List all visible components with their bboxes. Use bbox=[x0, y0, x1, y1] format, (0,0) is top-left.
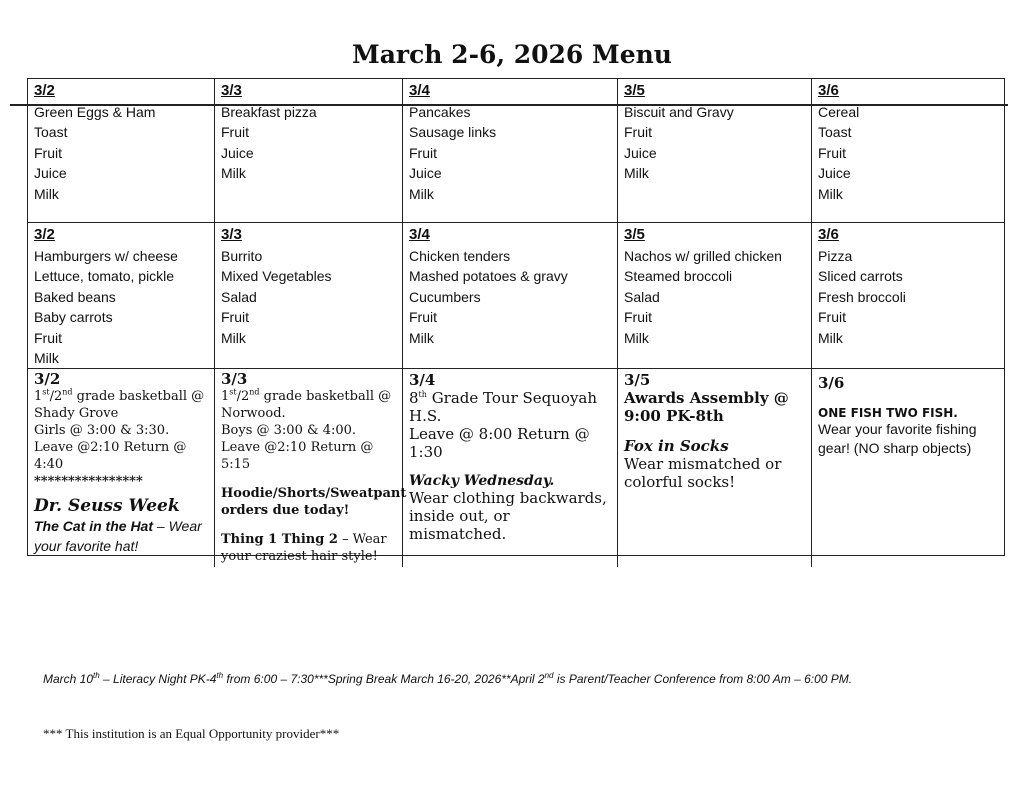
event-line: Boys @ 3:00 & 4:00. bbox=[221, 423, 357, 438]
menu-item: Juice bbox=[818, 165, 851, 181]
lunch-cell-3-4 bbox=[403, 223, 618, 369]
menu-date: 3/3 bbox=[221, 82, 242, 99]
menu-item: Cereal bbox=[818, 103, 860, 120]
menu-item: Fruit bbox=[221, 309, 249, 325]
theme-desc: Wear your favorite fishing gear! (NO sharp objects) bbox=[818, 421, 977, 456]
event-line: Leave @2:10 Return @ 5:15 bbox=[221, 440, 374, 472]
theme-title: Wacky Wednesday. bbox=[409, 473, 555, 489]
menu-date: 3/2 bbox=[34, 82, 55, 99]
menu-item: Fruit bbox=[624, 124, 652, 140]
event-date: 3/2 bbox=[34, 370, 61, 388]
theme-desc: – Wear your craziest hair style! bbox=[221, 532, 387, 564]
footer-announcements: March 10th – Literacy Night PK-4th from 6:00 – 7:30***Spring Break March 16-20, 2026**April 2nd is Parent/Teacher Conference from 8:00 Am – 6:00 PM. bbox=[43, 671, 853, 686]
event-cell-3-4 bbox=[403, 369, 618, 567]
menu-item: Fruit bbox=[34, 144, 62, 161]
menu-item: Milk bbox=[221, 329, 246, 346]
menu-item: Toast bbox=[818, 124, 852, 140]
menu-table bbox=[27, 78, 1005, 564]
menu-item: Baby carrots bbox=[34, 309, 113, 325]
event-line: Leave @2:10 Return @ 4:40 bbox=[34, 440, 187, 472]
menu-item: Mixed Vegetables bbox=[221, 268, 332, 284]
menu-date: 3/6 bbox=[818, 82, 839, 99]
event-line: 8th Grade Tour Sequoyah H.S. bbox=[409, 389, 598, 425]
menu-item: Salad bbox=[221, 288, 257, 305]
menu-item: Milk bbox=[409, 185, 434, 202]
event-date: 3/6 bbox=[818, 374, 845, 392]
menu-item: Nachos w/ grilled chicken bbox=[624, 247, 782, 264]
menu-date: 3/4 bbox=[409, 226, 430, 243]
menu-item: Milk bbox=[34, 185, 59, 202]
event-cell-3-2 bbox=[28, 369, 215, 567]
event-line: Girls @ 3:00 & 3:30. bbox=[34, 423, 170, 438]
breakfast-cell-3-3 bbox=[215, 79, 403, 223]
menu-item: Milk bbox=[221, 165, 246, 181]
menu-date: 3/6 bbox=[818, 226, 839, 243]
event-line: 1st/2nd grade basketball @ bbox=[221, 387, 392, 404]
menu-item: Milk bbox=[624, 165, 649, 181]
theme-desc: – Wear your favorite hat! bbox=[34, 518, 202, 554]
breakfast-cell-3-2 bbox=[28, 79, 215, 223]
menu-item: Milk bbox=[409, 329, 434, 346]
event-date: 3/4 bbox=[409, 371, 436, 389]
page-title: March 2-6, 2026 Menu bbox=[352, 40, 672, 69]
menu-item: Fruit bbox=[221, 124, 249, 140]
event-line: Norwood. bbox=[221, 406, 286, 421]
menu-item: Toast bbox=[34, 124, 68, 140]
theme-title: Fox in Socks bbox=[624, 437, 729, 455]
event-date: 3/5 bbox=[624, 371, 651, 389]
menu-date: 3/4 bbox=[409, 82, 430, 99]
theme-subtitle: The Cat in the Hat bbox=[34, 518, 154, 534]
menu-item: Chicken tenders bbox=[409, 247, 511, 264]
menu-item: Pizza bbox=[818, 247, 853, 264]
menu-item: Green Eggs & Ham bbox=[34, 103, 156, 120]
orders-notice: Hoodie/Shorts/Sweatpant orders due today! bbox=[221, 486, 407, 518]
menu-item: Hamburgers w/ cheese bbox=[34, 247, 178, 264]
menu-item: Lettuce, tomato, pickle bbox=[34, 268, 175, 284]
theme-title: Dr. Seuss Week bbox=[34, 496, 180, 516]
menu-item: Baked beans bbox=[34, 288, 116, 305]
menu-item: Fresh broccoli bbox=[818, 288, 906, 305]
stars-divider: **************** bbox=[34, 474, 143, 489]
menu-item: Mashed potatoes & gravy bbox=[409, 268, 568, 284]
menu-item: Juice bbox=[624, 144, 657, 161]
event-line: Awards Assembly @ 9:00 PK-8th bbox=[624, 389, 789, 425]
menu-item: Milk bbox=[624, 329, 649, 346]
breakfast-cell-3-6 bbox=[812, 79, 1004, 223]
event-cell-3-3 bbox=[215, 369, 407, 567]
menu-item: Biscuit and Gravy bbox=[624, 103, 734, 120]
menu-item: Milk bbox=[818, 329, 843, 346]
theme-subtitle: Thing 1 Thing 2 bbox=[221, 532, 338, 547]
theme-desc: Wear clothing backwards, inside out, or mismatched. bbox=[409, 489, 607, 543]
menu-item: Milk bbox=[818, 185, 843, 202]
lunch-cell-3-3 bbox=[215, 223, 403, 369]
event-line: Leave @ 8:00 Return @ 1:30 bbox=[409, 425, 590, 461]
menu-item: Fruit bbox=[818, 144, 846, 161]
equal-opportunity-statement: *** This institution is an Equal Opportunity provider*** bbox=[43, 726, 340, 741]
theme-title: ONE FISH TWO FISH. bbox=[818, 406, 958, 420]
menu-item: Fruit bbox=[34, 329, 62, 346]
menu-item: Sliced carrots bbox=[818, 268, 903, 284]
menu-item: Fruit bbox=[409, 309, 437, 325]
menu-item: Sausage links bbox=[409, 124, 497, 140]
menu-item: Fruit bbox=[624, 309, 652, 325]
menu-item: Burrito bbox=[221, 247, 263, 264]
menu-date: 3/5 bbox=[624, 226, 645, 243]
lunch-cell-3-2 bbox=[28, 223, 215, 369]
lunch-cell-3-5 bbox=[618, 223, 812, 369]
menu-date: 3/3 bbox=[221, 226, 242, 243]
breakfast-cell-3-5 bbox=[618, 79, 812, 223]
menu-item: Steamed broccoli bbox=[624, 268, 733, 284]
menu-item: Juice bbox=[221, 144, 254, 161]
event-cell-3-6 bbox=[812, 369, 1004, 567]
breakfast-cell-3-4 bbox=[403, 79, 618, 223]
menu-date: 3/2 bbox=[34, 226, 55, 243]
event-line: Shady Grove bbox=[34, 406, 119, 421]
lunch-cell-3-6 bbox=[812, 223, 1004, 369]
event-cell-3-5 bbox=[618, 369, 812, 567]
menu-item: Salad bbox=[624, 288, 660, 305]
menu-item: Pancakes bbox=[409, 103, 471, 120]
menu-item: Breakfast pizza bbox=[221, 103, 317, 120]
theme-desc: Wear mismatched or colorful socks! bbox=[624, 455, 782, 491]
menu-item: Fruit bbox=[409, 144, 437, 161]
event-line: 1st/2nd grade basketball @ bbox=[34, 387, 205, 404]
event-date: 3/3 bbox=[221, 370, 248, 388]
menu-item: Cucumbers bbox=[409, 288, 481, 305]
menu-item: Milk bbox=[34, 350, 59, 366]
menu-item: Juice bbox=[409, 165, 442, 181]
menu-item: Fruit bbox=[818, 309, 846, 325]
menu-item: Juice bbox=[34, 165, 67, 181]
menu-date: 3/5 bbox=[624, 82, 645, 99]
